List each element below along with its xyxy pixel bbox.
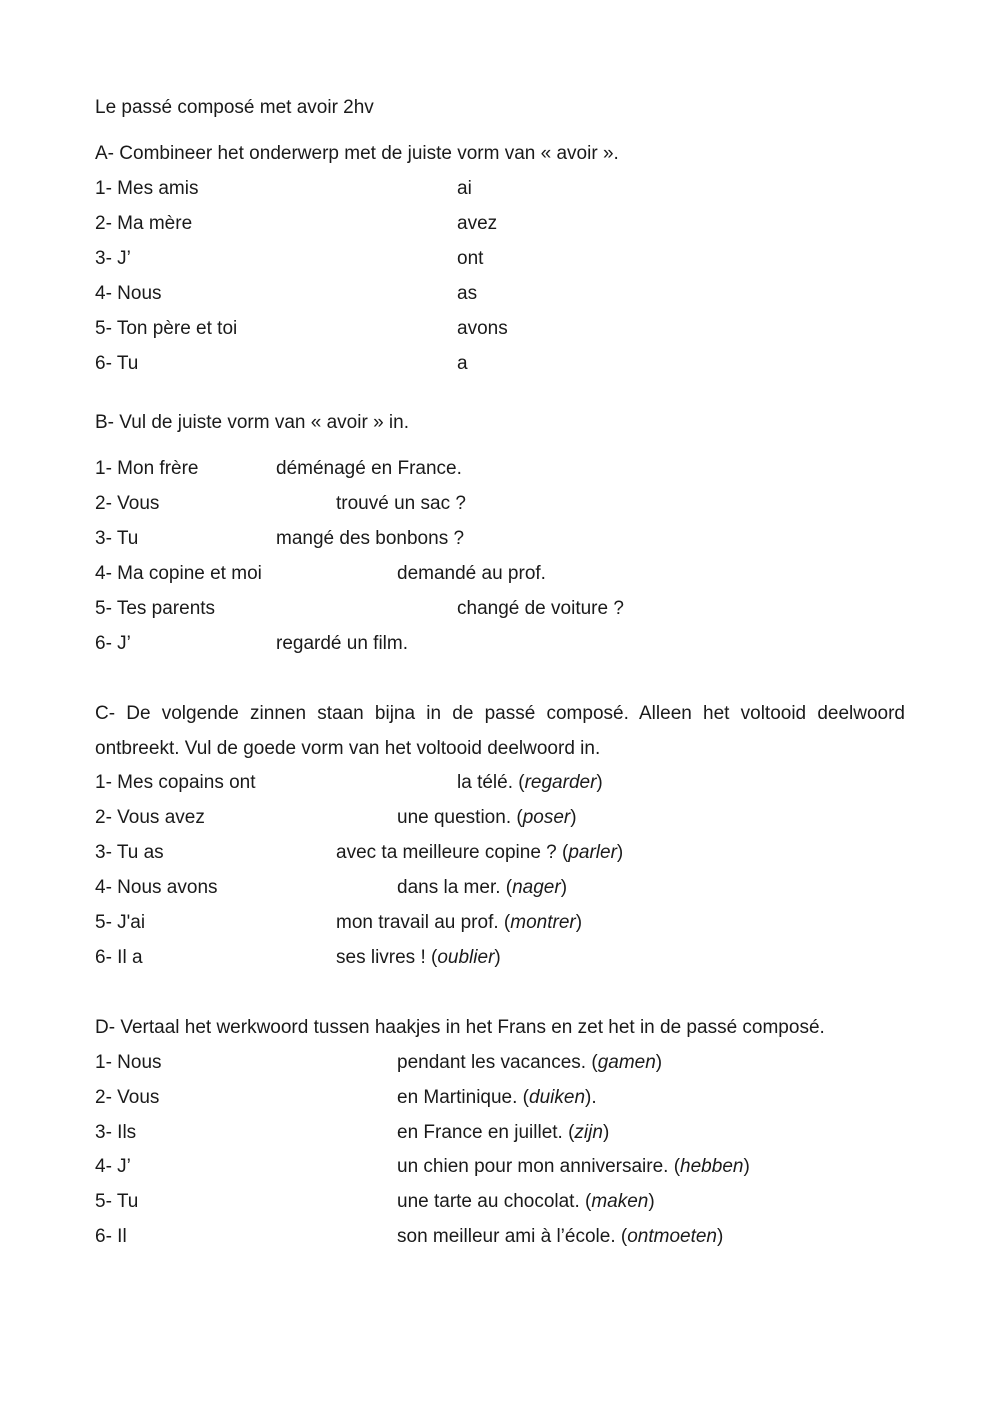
section-b-subject: 5- Tes parents [95,598,216,619]
section-a-subject: 1- Mes amis [95,178,199,199]
verb-hint: ontmoeten [627,1226,717,1247]
section-d-sentence-end: pendant les vacances. (gamen) [397,1052,663,1073]
section-c-sentence-end: ses livres ! (oublier) [336,947,501,968]
verb-hint: montrer [510,912,576,933]
section-b-sentence-end: déménagé en France. [276,458,462,479]
verb-hint: maken [591,1191,649,1212]
section-a-subject: 5- Ton père et toi [95,318,238,339]
section-d-sentence-end: une tarte au chocolat. (maken) [397,1191,655,1212]
section-a-subject: 4- Nous [95,283,162,304]
section-c-subject: 1- Mes copains ont [95,772,256,793]
section-b-subject: 2- Vous [95,493,160,514]
verb-hint: gamen [597,1052,656,1073]
section-d-subject: 3- Ils [95,1122,137,1143]
section-b-subject: 6- J’ [95,633,131,654]
section-b-subject: 1- Mon frère [95,458,199,479]
section-a-form: as [457,283,478,304]
verb-hint: oublier [437,947,495,968]
section-d-instruction: D- Vertaal het werkwoord tussen haakjes in het Frans en zet het in de passé composé. [95,1017,825,1038]
section-d-subject: 5- Tu [95,1191,139,1212]
section-c-subject: 6- Il a [95,947,143,968]
section-b-sentence-end: regardé un film. [276,633,409,654]
section-c-subject: 4- Nous avons [95,877,218,898]
verb-hint: hebben [680,1156,744,1177]
section-c-subject: 3- Tu as [95,842,164,863]
section-a-subject: 3- J’ [95,248,131,269]
section-a-form: avons [457,318,508,339]
section-a-form: a [457,353,468,374]
section-c-sentence-end: une question. (poser) [397,807,577,828]
section-c-subject: 5- J'ai [95,912,146,933]
section-a-form: ont [457,248,484,269]
verb-hint: nager [512,877,561,898]
verb-hint: duiken [529,1087,586,1108]
worksheet-title: Le passé composé met avoir 2hv [95,97,374,118]
section-d-sentence-end: un chien pour mon anniversaire. (hebben) [397,1156,750,1177]
section-b-sentence-end: trouvé un sac ? [336,493,466,514]
section-a-subject: 6- Tu [95,353,139,374]
section-d-sentence-end: en France en juillet. (zijn) [397,1122,610,1143]
section-c-sentence-end: mon travail au prof. (montrer) [336,912,583,933]
section-d-sentence-end: en Martinique. (duiken). [397,1087,597,1108]
section-a-instruction: A- Combineer het onderwerp met de juiste vorm van « avoir ». [95,143,619,164]
section-b-sentence-end: changé de voiture ? [457,598,624,619]
verb-hint: regarder [524,772,597,793]
section-b-instruction: B- Vul de juiste vorm van « avoir » in. [95,412,409,433]
section-d-subject: 2- Vous [95,1087,160,1108]
verb-hint: poser [522,807,571,828]
section-b-sentence-end: demandé au prof. [397,563,546,584]
section-d-subject: 1- Nous [95,1052,162,1073]
section-d-subject: 6- Il [95,1226,127,1247]
section-c-sentence-end: avec ta meilleure copine ? (parler) [336,842,624,863]
section-a-form: ai [457,178,472,199]
section-a-subject: 2- Ma mère [95,213,193,234]
section-d-subject: 4- J’ [95,1156,131,1177]
section-c-subject: 2- Vous avez [95,807,205,828]
section-b-sentence-end: mangé des bonbons ? [276,528,465,549]
verb-hint: zijn [574,1122,603,1143]
section-a-form: avez [457,213,498,234]
section-d-sentence-end: son meilleur ami à l’école. (ontmoeten) [397,1226,724,1247]
verb-hint: parler [568,842,617,863]
section-c-instruction: C- De volgende zinnen staan bijna in de passé composé. Alleen het voltooid deelwoord ontbreekt. Vul de goede vorm van het voltooid deelwoord in. [95,703,905,759]
section-b-subject: 3- Tu [95,528,139,549]
section-b-subject: 4- Ma copine et moi [95,563,262,584]
section-c-sentence-end: la télé. (regarder) [457,772,603,793]
section-c-sentence-end: dans la mer. (nager) [397,877,568,898]
